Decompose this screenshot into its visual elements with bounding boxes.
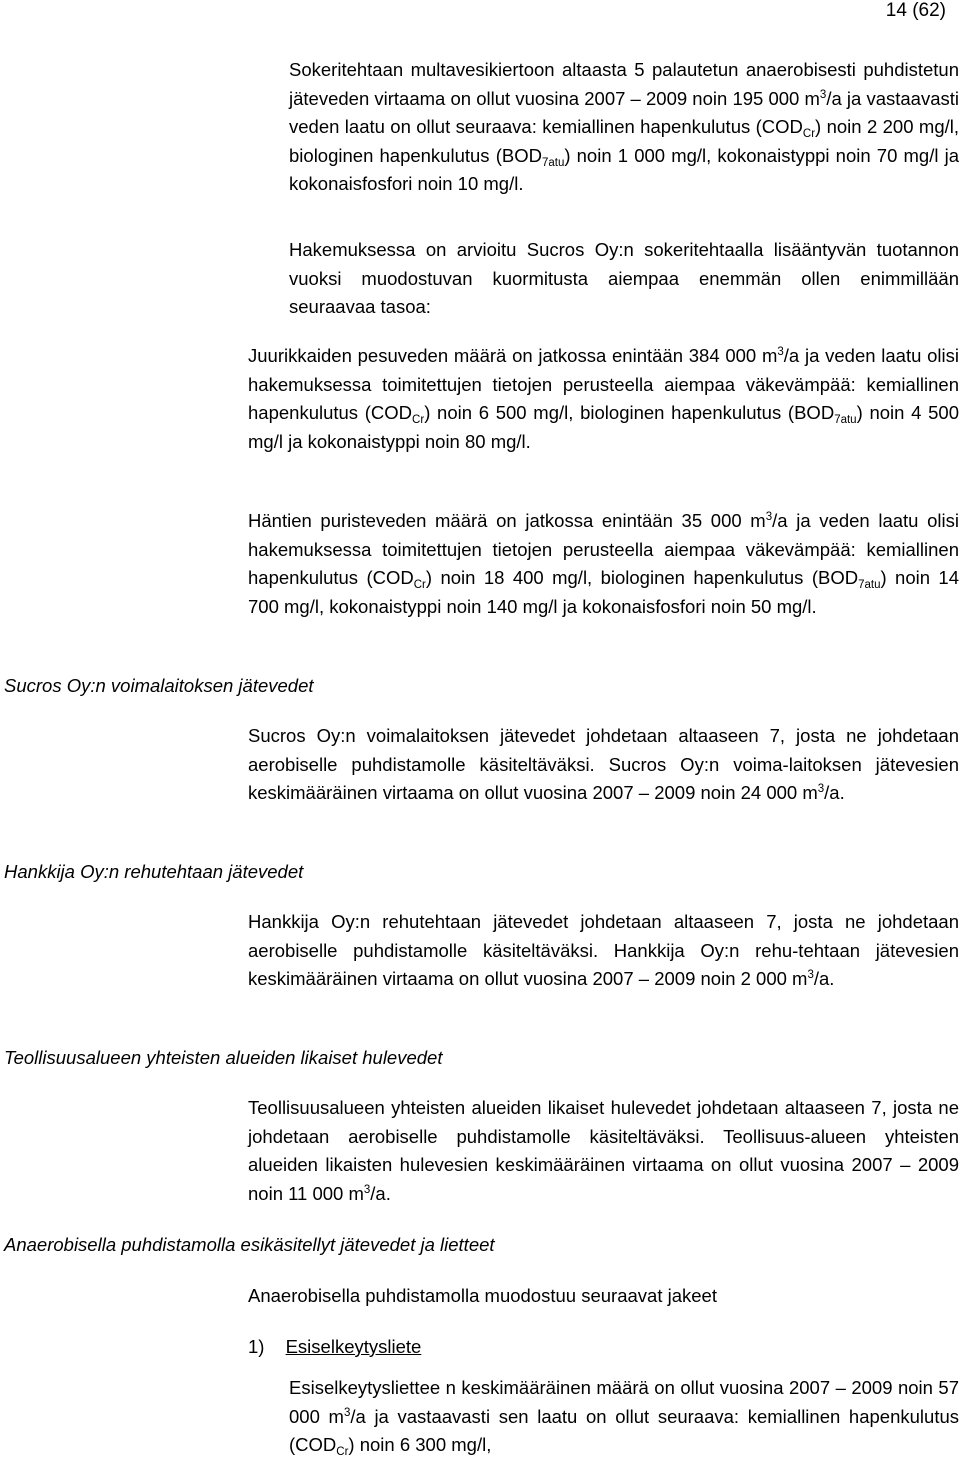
rehutehdas-paragraph: Hankkija Oy:n rehutehtaan jätevedet johdetaan altaaseen 7, josta ne johdetaan aerobiselle puhdistamolle käsiteltäväksi. Hankkija Oy:n rehu-tehtaan jätevesien keskimääräinen virtaama on ollut vuosina 2007 – 2009 noin 2 000 $m^3/a$. (248, 911, 959, 990)
juurikkaat-paragraph: Juurikkaiden pesuveden määrä on jatkossa enintään 384 000 $m^3/a$ ja veden laatu olisi hakemuksessa toimitettujen tietojen perusteella aiempaa väkevämpää: kemiallinen hapenkulutus $(COD_{Cr})$ noin 6 500 mg/l, biologinen hapenkulutus $(BOD_{7atu})$ noin 4 500 mg/l ja kokonaistyppi noin 80 mg/l. (248, 345, 960, 452)
intro-paragraph-2: Hakemuksessa on arvioitu Sucros Oy:n sokeritehtaalla lisääntyvän tuotannon vuoksi muodostuvan kuormitusta aiempaa enemmän ollen enimmillään seuraavaa tasoa: (289, 239, 959, 318)
voimalaitos-paragraph: Sucros Oy:n voimalaitoksen jätevedet johdetaan altaaseen 7, josta ne johdetaan aerobiselle puhdistamolle käsiteltäväksi. Sucros Oy:n voima-laitoksen jätevesien keskimääräinen virtaama on ollut vuosina 2007 – 2009 noin 24 000 $m^3/a$. (248, 725, 959, 804)
list-item-number: 1) (248, 1336, 265, 1357)
hulevedet-paragraph: Teollisuusalueen yhteisten alueiden likaiset hulevedet johdetaan altaaseen 7, josta ne johdetaan aerobiselle puhdistamolle käsiteltäväksi. Teollisuus-alueen yhteisten alueiden likaisten hulevesien keskimääräinen virtaama on ollut vuosina 2007 – 2009 noin 11 000 $m^3/a$. (248, 1097, 959, 1204)
section-heading-rehutehdas: Hankkija Oy:n rehutehtaan jätevedet (4, 861, 304, 882)
intro-paragraph-1: Sokeritehtaan multavesikiertoon altaasta 5 palautetun anaerobisesti puhdistetun jäteveden virtaama on ollut vuosina 2007 – 2009 noin 195 000 $m^3/a$ ja vastaavasti veden laatu on ollut seuraava: kemiallinen hapenkulutus $(COD_{Cr})$ noin 2 200 mg/l, biologinen hapenkulutus $(BOD_{7atu})$ noin 1 000 mg/l, kokonaistyppi noin 70 mg/l ja kokonaisfosfori noin 10 mg/l. (289, 59, 959, 195)
list-item-title: Esiselkeytysliete (285, 1336, 422, 1357)
section-heading-anaerobinen: Anaerobisella puhdistamolla esikäsitellyt jätevedet ja lietteet (4, 1234, 495, 1255)
section-heading-voimalaitos: Sucros Oy:n voimalaitoksen jätevedet (4, 675, 314, 696)
hantien-paragraph: Häntien puristeveden määrä on jatkossa enintään 35 000 $m^3/a$ ja veden laatu olisi hakemuksessa toimitettujen tietojen perusteella aiempaa väkevämpää: kemiallinen hapenkulutus $(COD_{Cr})$ noin 18 400 mg/l, biologinen hapenkulutus $(BOD_{7atu})$ noin 14 700 mg/l, kokonaistyppi noin 140 mg/l ja kokonaisfosfori noin 50 mg/l. (248, 510, 959, 617)
page-number: 14 (62) (885, 0, 946, 21)
list-item-esiselkeytysliete (248, 1335, 421, 1359)
section-heading-hulevedet: Teollisuusalueen yhteisten alueiden likaiset hulevedet (4, 1047, 443, 1068)
esiselkeytysliete-paragraph: Esiselkeytysliettee n keskimääräinen määrä on ollut vuosina 2007 – 2009 noin 57 000 $m^3/a$ ja vastaavasti sen laatu on ollut seuraava: kemiallinen hapenkulutus $(COD_{Cr})$ noin 6 300 mg/l, (289, 1377, 959, 1459)
anaerobinen-intro: Anaerobisella puhdistamolla muodostuu seuraavat jakeet (248, 1285, 717, 1306)
